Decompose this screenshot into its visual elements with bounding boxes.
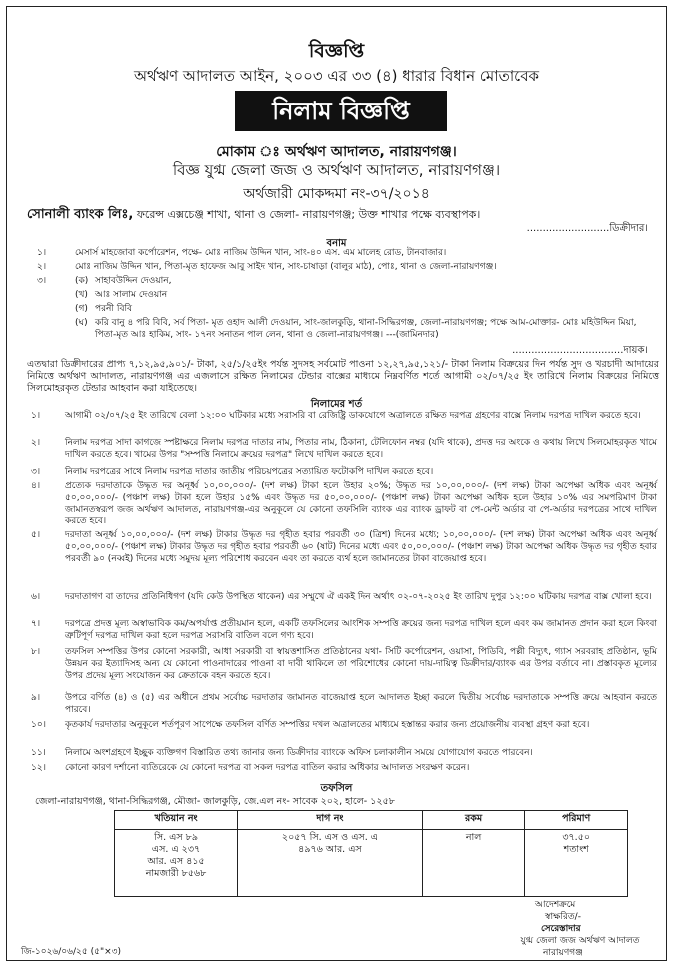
case-number: অর্থজারী মোকদ্দমা নং-৩৭/২০১৪ xyxy=(243,186,430,202)
notice-title: বিজ্ঞপ্তি xyxy=(308,40,365,62)
schedule-table xyxy=(114,810,628,897)
signature-title: সেরেস্তাদার xyxy=(541,924,581,934)
plaintiff-bank: সোনালী ব্যাংক লিঃ, xyxy=(27,207,134,222)
condition-number: ৬। xyxy=(31,592,41,602)
defendant-number: ২। xyxy=(37,262,47,272)
defendant-number: ১। xyxy=(37,248,47,258)
defendant-text: করি বানু ৪ পরি বিবি, সর্ব পিতা- মৃত ওহাদ আলী দেওয়ান, সাং-জালকুড়ি, থানা-সিদ্ধিরগঞ্জ, জেলা-নারায়ণগঞ্জ; পক্ষে আম-মোক্তার- মোঃ মহিউদ্দিন মিয়া, পিতা-মৃত আঃ হাকিম, সাং- ১৭নং সনাতন পাল লেন, থানা ও জেলা-নারায়ণগঞ্জ। ---(জামিনদার) xyxy=(95,318,637,340)
khatian-cell xyxy=(115,830,238,897)
condition-number: ২। xyxy=(31,438,41,448)
khatian-value: সি. এস ৮৯ xyxy=(154,832,198,843)
versus-label: বনাম xyxy=(326,238,347,249)
defendant-item xyxy=(37,247,649,259)
defendant-item xyxy=(37,275,649,287)
auction-banner: নিলাম বিজ্ঞপ্তি xyxy=(235,91,447,131)
schedule-header-khatian: খতিয়ান নং xyxy=(115,811,238,830)
plaintiff-detail: ফরেন্স এক্সচেঞ্জ শাখা, থানা ও জেলা- নারায়ণগঞ্জ; উক্ত শাখার পক্ষে ব্যবস্থাপক। xyxy=(133,208,481,221)
signature-order: আদেশক্রমে xyxy=(535,900,576,910)
condition-text: তফসিল সম্পত্তির উপর কোনো সরকারী, আধা সরকারী বা স্বায়ত্তশাসিত প্রতিষ্ঠানের যথা- সিটি কর্পোরেশন, ওয়াসা, পিডিবি, পল্লী বিদ্যুৎ, গ্যাস সরবরাহ প্রতিষ্ঠান, ভূমি উন্নয়ন কর ইত্যাদিসহ অন্য যে কোনো পাওনাদারের পাওনা বা দাবী থাকিলে তা পরিশোধের কোনো দায়-দায়িত্ব ডিক্রীদার/ব্যাংক এর উপর বর্তাবে না। প্রস্তাবকৃত মূল্যের উপর প্রদেয় মূল্য সংযোজন কর ক্রেতাকে বহন করতে হবে। xyxy=(65,647,657,681)
defendant-item xyxy=(37,303,649,315)
defendant-text: আঃ সালাম দেওয়ান xyxy=(95,290,168,300)
schedule-header-dag: দাগ নং xyxy=(238,811,423,830)
schedule-mouza: জেলা-নারায়ণগঞ্জ, থানা-সিদ্ধিরগঞ্জ, মৌজা- জালকুড়ি, জে.এল নং- সাবেক ২০২, হালে- ১২৫৮ xyxy=(35,796,395,807)
defendant-sub-label: (ক) xyxy=(75,276,89,286)
defendant-sub-label: (গ) xyxy=(75,304,88,314)
debtor-role: ...................................দায়ক। xyxy=(512,345,648,356)
condition-number: ১। xyxy=(31,411,41,421)
condition-number: ১২। xyxy=(31,763,46,773)
condition-text: দরপত্রে প্রদত্ত মূল্য অস্বাভাবিক কম/অপর্যাপ্ত প্রতীয়মান হলে, একটি তফসিলের আংশিক সম্পত্তি ক্রয়ের জন্য দরপত্র দাখিল হলে এবং কম জামানত প্রদান করা হলে কিংবা ত্রুটিপূর্ণ দরপত্র দাখিল করা হলে দরপত্র সরাসরি বাতিল বলে গণ্য হবে। xyxy=(65,619,657,641)
schedule-header-row xyxy=(115,811,628,830)
amount-cell xyxy=(525,830,628,897)
defendant-item xyxy=(37,261,649,273)
amount-value: ৩৭.৫০ xyxy=(562,832,591,843)
defendant-text: সাহাবউদ্দিন দেওয়ান, xyxy=(95,276,172,286)
schedule-header-kind: রকম xyxy=(422,811,525,830)
court-line: বিজ্ঞ যুগ্ম জেলা জজ ও অর্থঋণ আদালত, নারায়ণগঞ্জ। xyxy=(172,161,501,179)
condition-number: ১১। xyxy=(31,748,46,758)
footer-code: জি-১০২৬/০৬/২৫ (৫"×৩) xyxy=(21,947,121,957)
notice-subtitle: অর্থঋণ আদালত আইন, ২০০৩ এর ৩৩ (৪) ধারার বিধান মোতাবেক xyxy=(133,67,540,85)
signature-signed: স্বাক্ষরিত/- xyxy=(545,912,581,922)
condition-text: দরদাতা অনূর্ধ্ব ১০,০০,০০০/- (দশ লক্ষ) টাকার উদ্ধৃত দর গৃহীত হবার পরবর্তী ৩০ (ত্রিশ) দিনের মধ্যে; ১০,০০,০০০/- (দশ লক্ষ) টাকা অপেক্ষা অধিক এবং অনূর্ধ্ব ৫০,০০,০০০/- (পঞ্চাশ লক্ষ) টাকার উদ্ধৃত দর গৃহীত হবার পরবর্তী ৬০ (ষাট) দিনের মধ্যে এবং ৫০,০০,০০০/- (পঞ্চাশ লক্ষ) টাকা অপেক্ষা অধিক উদ্ধৃত দর গৃহীত হবার পরবর্তী ৯০ (নব্বই) দিনের মধ্যে সমুদয় মূল্য পরিশোধ করবেন এবং তা করতে ব্যর্থ হলে জামানতের টাকা বাজেয়াপ্ত হবে। xyxy=(65,530,657,564)
khatian-value: আর. এস ৪১৫ xyxy=(147,856,205,867)
signature-place: নারায়ণগঞ্জ xyxy=(543,948,583,958)
notice-page xyxy=(6,6,667,961)
condition-text: প্রত্যেক দরদাতাকে উদ্ধৃত দর অনূর্ধ্ব ১০,০০,০০০/- (দশ লক্ষ) টাকা হলে উহার ২০%; উদ্ধৃত দর ১০,০০,০০০/- (দশ লক্ষ) টাকা অপেক্ষা অধিক এবং অনূর্ধ্ব ৫০,০০,০০০/- (পঞ্চাশ লক্ষ) টাকা হলে উহার ১৫% এবং উদ্ধৃত দর ৫০,০০,০০০/- (পঞ্চাশ লক্ষ) টাকা অপেক্ষা অধিক হলে উহার ১০% এর সমপরিমাণ টাকা জামানতস্বরূপ জজ অর্থঋণ আদালত, নারায়ণগঞ্জ-এর অনুকূলে যে কোনো তফসিলি ব্যাংক এর ব্যাংক ড্রাফট বা পে-মেন্ট অর্ডার বা পে-অর্ডার দরপত্রের সাথে দাখিল করতে হবে। xyxy=(65,481,657,527)
condition-number: ৭। xyxy=(31,619,41,629)
dag-value: ৪৯৭৬ আর. এস xyxy=(298,844,362,855)
conditions-title: নিলামের শর্ত xyxy=(310,399,363,410)
venue-line: মোকাম ঃ অর্থঋণ আদালত, নারায়ণগঞ্জ। xyxy=(216,144,457,160)
condition-number: ৮। xyxy=(31,647,41,657)
condition-text: নিলাম দরপত্রের সাথে নিলাম দরপত্র দাতার জাতীয় পরিচয়পত্রের সত্যায়িত ফটোকপি দাখিল করতে হবে। xyxy=(65,467,434,477)
defendant-item xyxy=(37,317,649,341)
defendant-item xyxy=(37,289,649,301)
dag-cell xyxy=(238,830,423,897)
kind-cell xyxy=(422,830,525,897)
schedule-row xyxy=(115,830,628,897)
condition-number: ৯। xyxy=(31,693,41,703)
defendant-number: ৩। xyxy=(37,276,47,286)
decree-holder-role: ..........................ডিক্রীদার। xyxy=(526,223,648,234)
condition-text: নিলামে অংশগ্রহণে ইচ্ছুক ব্যক্তিগণ বিস্তারিত তথ্য জানার জন্য ডিক্রীদার ব্যাংকে অফিস চলাকালীন সময়ে যোগাযোগ করতে পারবেন। xyxy=(65,748,533,758)
condition-text: কোনো কারণ দর্শানো ব্যতিরেকে যে কোনো দরপত্র বা সকল দরপত্র বাতিল করার অধিকার আদালত সংরক্ষণ করেন। xyxy=(65,763,470,773)
defendant-sub-label: (ঘ) xyxy=(75,318,88,328)
plaintiff-line xyxy=(27,205,480,226)
dag-value: ২০৫৭ সি. এস ও এস. এ xyxy=(281,832,378,843)
condition-number: ১০। xyxy=(31,720,46,730)
defendant-text: মোঃ নাজিম উদ্দিন খান, পিতা-মৃত হাফেজ আবু সাইদ খান, সাং-চাষাড়া (বালুর মাঠ), পোঃ, থানা ও জেলা-নারায়ণগঞ্জ। xyxy=(75,262,497,272)
condition-text: উপরে বর্ণিত (৪) ও (৫) এর অধীনে প্রথম সর্বোচ্চ দরদাতার জামানত বাজেয়াপ্ত হলে আদালত ইচ্ছা করলে দ্বিতীয় সর্বোচ্চ দরদাতাকে সম্পত্তি ক্রয়ে আহবান করতে পারবে। xyxy=(65,693,657,715)
condition-text: নিলাম দরপত্র সাদা কাগজে স্পষ্টাক্ষরে নিলাম দরপত্র দাতার নাম, পিতার নাম, ঠিকানা, টেলিফোন নম্বর (যদি থাকে), প্রদত্ত দর অংকে ও কথায় লিখে সিলমোহরকৃত খামে দাখিল করতে হবে। খামের উপর "সম্পত্তি নিলামে ক্রয়ের দরপত্র" লিখে দাখিল করতে হবে। xyxy=(65,438,657,460)
khatian-value: নামজারী ৮৫৬৮ xyxy=(145,868,207,879)
kind-value: নাল xyxy=(465,832,482,843)
intro-paragraph: এতদ্বারা ডিক্রীদারের প্রাপ্য ৭,১২,৯৫,৯০১/- টাকা, ২৫/১/২৫ইং পর্যন্ত সুদসহ সর্বমোট পাওনা ১২,২৭,৯৫,১২১/- টাকা নিলাম বিক্রয়ের দিন পর্যন্ত সুদ ও খরচাদী আদায়ের নিমিত্তে অর্থঋণ আদালত, নারায়ণগঞ্জ এর এজলাসে রক্ষিত নিলামের টেন্ডার বাক্সের মাধ্যমে নিম্নবর্ণিত শর্তে আগামী ০২/০৭/২৫ ইং তারিখে নিলাম বিক্রয়ের নিমিত্তে সিলমোহরকৃত টেন্ডার আহবান করা যাইতেছে। xyxy=(27,359,659,394)
condition-text: আগামী ০২/০৭/২৫ ইং তারিখে বেলা ১২:০০ ঘটিকার মধ্যে সরাসরি বা রেজিষ্ট্রি ডাকযোগে অত্রালতে রক্ষিত দরপত্র গ্রহণের বাক্সে নিলাম দরপত্র দাখিল করতে হবে। xyxy=(65,411,641,421)
condition-number: ৪। xyxy=(31,481,41,491)
schedule-title: তফসিল xyxy=(320,783,353,794)
condition-number: ৩। xyxy=(31,467,41,477)
condition-number: ৫। xyxy=(31,530,41,540)
condition-text: দরদাতাগণ বা তাদের প্রতিনিধিগণ (যদি কেউ উপস্থিত থাকেন) এর সম্মুখে ঐ একই দিন অর্থাৎ ০২-০৭-২০২৫ ইং তারিখ দুপুর ১২:০০ ঘটিকায় দরপত্র বাক্স খোলা হবে। xyxy=(65,592,652,602)
schedule-header-amount: পরিমাণ xyxy=(525,811,628,830)
condition-text: কৃতকার্য দরদাতার অনুকূলে শর্তপূরণ সাপেক্ষে তফসিল বর্ণিত সম্পত্তির দখল অত্রালতের মাধ্যমে হস্তান্তর করার জন্য প্রয়োজনীয় ব্যবস্থা গ্রহণ করা হবে। xyxy=(65,720,590,730)
signature-block xyxy=(495,899,665,959)
defendant-text: পরনী বিবি xyxy=(95,304,133,314)
signature-court: যুগ্ম জেলা জজ অর্থঋণ আদালত xyxy=(520,936,640,946)
khatian-value: এস. এ ২৩৭ xyxy=(151,844,201,855)
defendant-sub-label: (খ) xyxy=(75,290,88,300)
defendant-text: মেসার্স মাহজোবা কর্পোরেশন, পক্ষে- মোঃ নাজিম উদ্দিন খান, সাং-৪০ এস. এম মালেহ রোড, টানবাজার। xyxy=(75,248,447,258)
amount-unit: শতাংশ xyxy=(563,844,589,855)
